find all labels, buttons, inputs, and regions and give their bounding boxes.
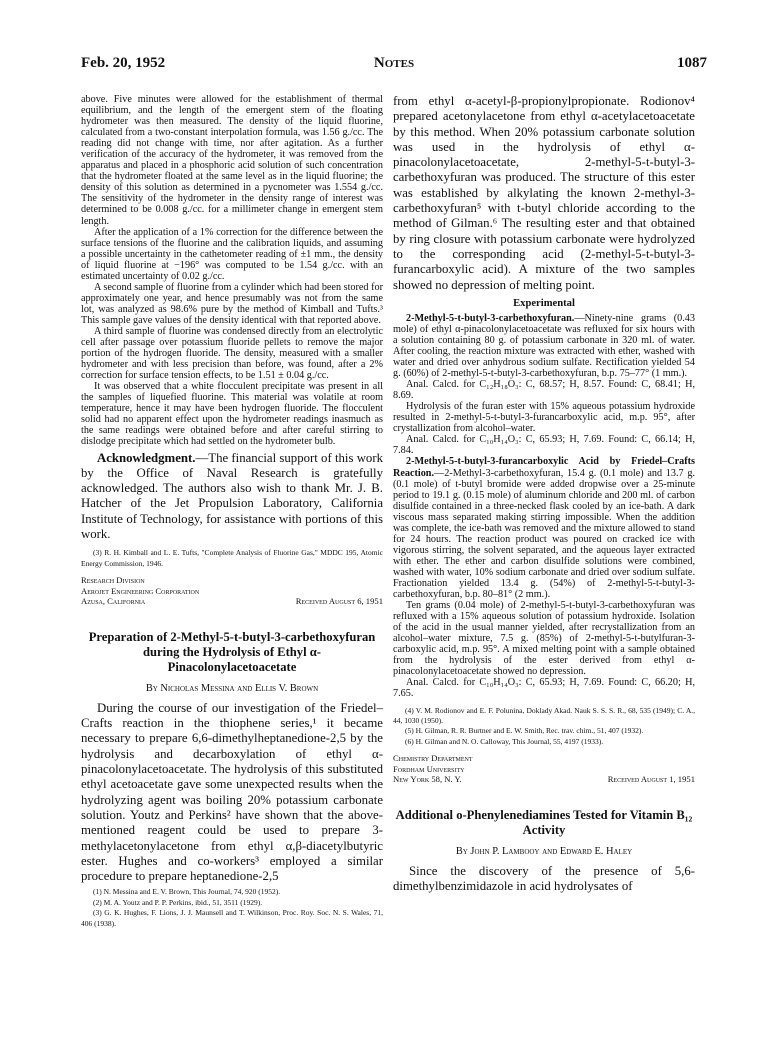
- paragraph: from ethyl α-acetyl-β-propionylpropionate. Rodionov⁴ prepared acetonylacetone from ethyl α-acetylacetoacetate by this method. When 20% potassium carbonate solution was used in the hydrolysis of ethyl α-pinacolonylacetoacetate, 2-methyl-5-t-butyl-3-carbethoxyfuran was produced. The structure of this ester was established by alkylating the known 2-methyl-3-carbethoxyfuran⁵ with t-butyl chloride according to the method of Gilman.⁶ The resulting ester and that obtained by ring closure with potassium carbonate were hydrolyzed to the corresponding acid (2-methyl-5-t-butyl-3-furancarboxylic acid). A mixture of the two samples showed no depression of melting point.: [393, 94, 695, 292]
- footnote: (1) N. Messina and E. V. Brown, This Journal, 74, 920 (1952).: [93, 887, 281, 897]
- procedure-heading: 2-Methyl-5-t-butyl-3-carbethoxyfuran.: [406, 312, 575, 324]
- paragraph: Ten grams (0.04 mole) of 2-methyl-5-t-butyl-3-carbethoxyfuran was refluxed with a 15% aqueous solution of potassium hydroxide. Isolation of the acid in the usual manner yielded, after recrystallization from an alcohol–water mixture, 7.5 g. (85%) of 2-methyl-5-t-butylfuran-3-carboxylic acid, m.p. 95°. A mixed melting point with a sample obtained from the hydrolysis of the ester derived from ethyl α-pinacolonylacetoacetate showed no depression.: [393, 600, 695, 678]
- article-title: Preparation of 2-Methyl-5-t-butyl-3-carbethoxyfuran during the Hydrolysis of Ethyl α-Pinacolonylacetoacetate: [88, 629, 376, 674]
- header-date: Feb. 20, 1952: [81, 55, 166, 71]
- right-column: [393, 94, 695, 895]
- address-line: Chemistry Department: [393, 753, 473, 764]
- paragraph: Since the discovery of the presence of 5,6-dimethylbenzimidazole in acid hydrolysates of: [393, 863, 695, 894]
- left-column: [81, 94, 383, 929]
- footnote: (3) R. H. Kimball and L. E. Tufts, "Complete Analysis of Fluorine Gas," MDDC 195, Atomic Energy Commission, 1946.: [81, 548, 383, 568]
- acknowledgment: [81, 451, 383, 543]
- footnote: (4) V. M. Rodionov and E. F. Polunina, Doklady Akad. Nauk S. S. S. R., 68, 535 (1949); C. A., 44, 1030 (1950).: [393, 705, 695, 725]
- paragraph: A second sample of fluorine from a cylinder which had been stored for approximately one year, and hence presumably was not from the same lot, was analyzed as 98.6% pure by the method of Kimball and Tufts.³ This sample gave values of the density identical with that reported above.: [81, 281, 383, 326]
- paragraph: [393, 313, 695, 379]
- footnote: (5) H. Gilman, R. R. Burtner and E. W. Smith, Rec. trav. chim., 51, 407 (1932).: [405, 726, 644, 736]
- procedure-text: —2-Methyl-3-carbethoxyfuran, 15.4 g. (0.1 mole) and 13.7 g. (0.1 mole) of t-butyl bromide were added dropwise over a 25-minute period to 19.1 g. (0.15 mole) of aluminum chloride and 200 ml. of carbon disulfide contained in a three-necked flask cooled by an ice-bath. A dark viscous mass separated making stirring impossible. When the addition was complete, the ice-bath was removed and the mixture allowed to stand for 24 hours. The reaction product was poured on cracked ice with vigorous stirring, the solvent separated, and the aqueous layer extracted with ether. The ether and carbon disulfide solutions were combined, washed with water, 10% sodium carbonate and dried over sodium sulfate. Fractionation yielded 13.4 g. (54%) of 2-methyl-5-t-butyl-3-carbethoxyfuran, b.p. 80–81° (2 mm.).: [393, 467, 695, 601]
- paragraph: [393, 456, 695, 600]
- footnote: (2) M. A. Youtz and P. P. Perkins, ibid., 51, 3511 (1929).: [93, 897, 263, 907]
- analysis: Anal. Calcd. for C₁₀H₁₄O₃: C, 65.93; H, 7.69. Found: C, 66.20; H, 7.65.: [393, 677, 695, 700]
- paragraph: A third sample of fluorine was condensed directly from an electrolytic cell after passage over potassium fluoride pellets to remove the major portion of the hydrogen fluoride. The density, measured with a smaller hydrometer and with less precision than before, was found, after a 2% correction for surface tension effects, to be 1.51 ± 0.04 g./cc.: [81, 325, 383, 382]
- article-byline: By Nicholas Messina and Ellis V. Brown: [145, 682, 319, 694]
- address-line: New York 58, N. Y.: [393, 774, 462, 785]
- paragraph: During the course of our investigation of the Friedel–Crafts reaction in the thiophene series,¹ it became necessary to prepare 6,6-dimethylheptanedione-2,5 by the hydrolysis and decarboxylation of ethyl α-pinacolonylacetoacetate. The hydrolysis of this substituted ethyl acetoacetate gave some unexpected results when the hydrolyzing agent was boiling 20% potassium carbonate solution. Youtz and Perkins² have shown that the above-mentioned reagent could be used to prepare 3-methylacetonylacetone from ethyl α,β-diacetylbutyric ester. Hughes and co-workers³ employed a similar procedure to prepare heptanedione-2,5: [81, 700, 383, 884]
- acknowledgment-heading: Acknowledgment.: [97, 450, 196, 465]
- page-header: [81, 55, 707, 73]
- received-date: Received August 6, 1951: [295, 596, 383, 607]
- page-number: 1087: [677, 55, 707, 71]
- section-heading: Experimental: [513, 297, 575, 309]
- analysis: Anal. Calcd. for C₁₀H₁₄O₃: C, 65.93; H, 7.69. Found: C, 66.14; H, 7.84.: [393, 434, 695, 457]
- header-section: Notes: [373, 55, 415, 71]
- paragraph: After the application of a 1% correction for the difference between the surface tensions of the fluorine and the calibration liquids, and assuming a possible uncertainty in the cathetometer reading of ±1 mm., the density of liquid fluorine at −196° was computed to be 1.54 g./cc. with an estimated uncertainty of 0.02 g./cc.: [81, 226, 383, 282]
- acknowledgment-text: —The financial support of this work by the Office of Naval Research is gratefully acknowledged. The authors also wish to thank Mr. J. B. Hatcher of the Jet Propulsion Laboratory, California Institute of Technology, for assistance with portions of this work.: [81, 450, 383, 541]
- address-line: Fordham University: [393, 763, 465, 774]
- procedure-heading: 2-Methyl-5-t-butyl-3-furancarboxylic Acid by Friedel–Crafts Reaction.: [393, 456, 695, 479]
- paragraph: above. Five minutes were allowed for the establishment of thermal equilibrium, and the length of the emergent stem of the floating hydrometer was then measured. The density of the liquid fluorine, calculated from a two-constant interpolation formula, was 1.56 g./cc. The reading did not change with time, nor after agitation. As a further verification of the accuracy of the hydrometer, it was removed from the apparatus and placed in a phosphoric acid solution of such concentration that the hydrometer floated at the same level as in the liquid fluorine; the density of this solution as determined in a pycnometer was 1.554 g./cc. The sensitivity of the hydrometer in the density range of interest was determined to be 0.008 g./cc. for a millimeter change in emergent stem length.: [81, 94, 383, 227]
- received-date: Received August 1, 1951: [607, 774, 695, 785]
- address-line: Azusa, California: [81, 596, 146, 607]
- paragraph: Hydrolysis of the furan ester with 15% aqueous potassium hydroxide resulted in 2-methyl-5-t-butyl-3-furancarboxylic acid, m.p. 95°, after crystallization from alcohol–water.: [393, 401, 695, 435]
- paragraph: It was observed that a white flocculent precipitate was present in all the samples of liquefied fluorine. This material was volatile at room temperature, hence it may have been hydrogen fluoride. The flocculent solid had no apparent effect upon the hydrometer readings inasmuch as the same readings were obtained before and after careful stirring to dislodge precipitate which had settled on the hydrometer bulb.: [81, 381, 383, 448]
- author-address: [393, 753, 695, 785]
- article-byline: By John P. Lambooy and Edward E. Haley: [455, 845, 633, 857]
- footnote: (3) G. K. Hughes, F. Lions, J. J. Maunsell and T. Wilkinson, Proc. Roy. Soc. N. S. Wales, 71, 406 (1938).: [81, 908, 383, 928]
- analysis: Anal. Calcd. for C₁₂H₁₈O₃: C, 68.57; H, 8.57. Found: C, 68.41; H, 8.69.: [393, 379, 695, 402]
- procedure-text: —Ninety-nine grams (0.43 mole) of ethyl α-pinacolonylacetoacetate was refluxed for six hours with a solution containing 80 g. of potassium carbonate in 320 ml. of water. After cooling, the reaction mixture was extracted with ether, washed with water and dried over anhydrous sodium sulfate. Rectification yielded 54 g. (60%) of 2-methyl-5-t-butyl-3-carbethoxyfuran, b.p. 75–77° (1 mm.).: [393, 312, 695, 380]
- article-title: Additional o-Phenylenediamines Tested for Vitamin B₁₂ Activity: [395, 807, 693, 837]
- address-line: Aerojet Engineering Corporation: [81, 585, 200, 596]
- address-line: Research Division: [81, 575, 145, 586]
- footnote: (6) H. Gilman and N. O. Calloway, This Journal, 55, 4197 (1933).: [405, 736, 604, 746]
- author-address: [81, 575, 383, 607]
